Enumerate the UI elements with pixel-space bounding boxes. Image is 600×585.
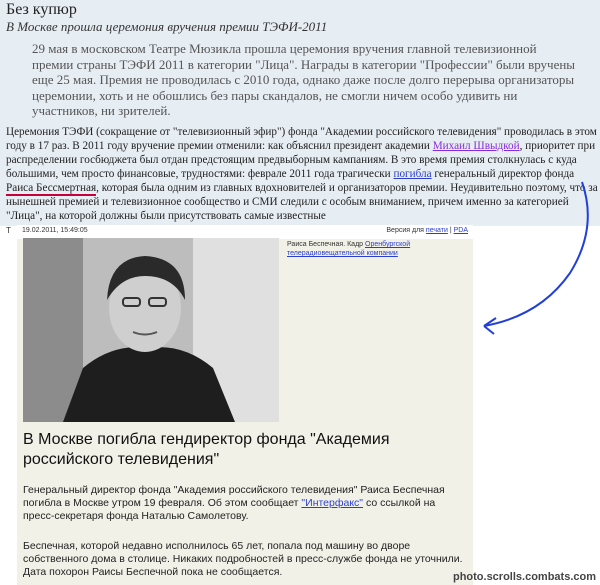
news-date: 19.02.2011, 15:49:05 xyxy=(22,227,88,234)
caption-link[interactable]: Оренбургской телерадиовещательной компании xyxy=(287,241,411,257)
article-panel xyxy=(0,0,600,226)
embedded-news-screenshot xyxy=(17,225,473,585)
link-mikhail-shvydkoy[interactable]: Михаил Швыдкой xyxy=(432,140,520,152)
article-headline: Без купюр xyxy=(6,1,77,18)
article-body xyxy=(6,125,598,225)
highlighted-name: Раиса Бессмертная xyxy=(6,182,97,194)
news-paragraph-2: Беспечная, которой недавно исполнилось 65 лет, попала под машину во дворе собственного дома в столице. Никаких подробностей в пресс-службе фонда не уточнили. Дата похорон Раисы Беспечной пока не сообщается. xyxy=(23,540,463,578)
caption-text: Раиса Беспечная. Кадр xyxy=(287,241,365,248)
article-lead: 29 мая в московском Театре Мюзикла прошла церемония вручения главной телевизионной премии страны ТЭФИ 2011 в категории "Лица". Награды в категории "Профессии" были вручены еще 25 мая. Премия не проводилась с 2010 года, однако даже после долго перерыва организаторы церемонии, хоть и не обошлись без пары скандалов, не смогли ничем особо удивить ни участников, ни зрителей. xyxy=(32,41,576,118)
paragraph-text: со ссылкой на пресс-секретаря фонда Наталью Самолетову. xyxy=(23,497,436,522)
news-photo xyxy=(23,238,279,422)
body-overflow-letter: Т xyxy=(6,226,11,235)
photo-caption xyxy=(287,240,467,258)
version-links xyxy=(386,227,468,234)
interfax-link[interactable]: "Интерфакс" xyxy=(301,497,364,509)
paragraph-text: Генеральный директор фонда "Академия российского телевидения" Раиса Беспечная погибла в Москве утром 19 февраля. Об этом сообщает xyxy=(23,484,445,509)
link-pogibla[interactable]: погибла xyxy=(393,168,432,180)
article-subheadline: В Москве прошла церемония вручения премии ТЭФИ-2011 xyxy=(6,19,328,34)
portrait-image xyxy=(23,238,279,422)
news-toolbar xyxy=(17,225,473,239)
body-text-part: генеральный директор фонда xyxy=(431,168,575,180)
pda-link[interactable]: PDA xyxy=(453,227,468,234)
news-paragraph-1 xyxy=(23,484,463,523)
print-link[interactable]: печати xyxy=(425,227,448,234)
version-label: Версия для xyxy=(386,227,426,234)
body-text-part: , которая была одним из главных вдохновителей и организаторов премии. Неудивительно поэтому, что за нынешней премией и телевизионное сообщество и СМИ следили с особым вниманием, причем именно за категорией "Лица", на которой должны были присутствовать самые известные xyxy=(6,182,598,222)
watermark: photo.scrolls.combats.com xyxy=(452,571,596,583)
news-title: В Москве погибла гендиректор фонда "Академия российского телевидения" xyxy=(23,431,390,468)
body-text-part: Церемония ТЭФИ (сокращение от "телевизионный эфир") фонда "Академии российского телевидения" проводилась в этом году в 17 раз. В 2011 году вручение премии отменили: как объяснил президент академии xyxy=(6,126,597,152)
version-separator: | xyxy=(447,227,454,234)
body-text-part: , приоритет при распределении госбюджета был отдан предстоящим предвыборным кампаниям. В это время премия столкнулась с куда большими, чем просто финансовые, трудностями: феврале 2011 года трагически xyxy=(6,140,596,180)
